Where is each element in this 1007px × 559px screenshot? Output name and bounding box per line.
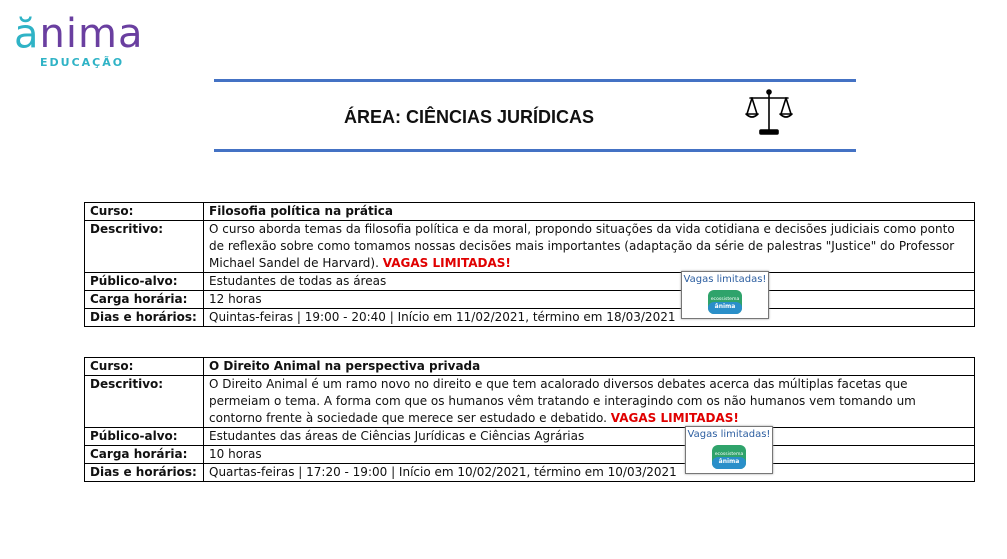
publico-value: Estudantes das áreas de Ciências Jurídicas e Ciências Agrárias bbox=[204, 428, 975, 446]
badge-logo-line1: ecossistema bbox=[710, 297, 740, 302]
carga-value: 12 horas bbox=[204, 291, 975, 309]
badge-logo-line1: ecossistema bbox=[714, 452, 744, 457]
descritivo-value: O curso aborda temas da filosofia política e da moral, propondo situações da vida cotidiana e decisões judiciais como ponto de reflexão sobre como tomamos nossas decisões mais importantes (adaptação da série de palestras "Justice" do Professor Michael Sandel de Harvard). bbox=[209, 222, 955, 270]
descritivo-label: Descritivo: bbox=[85, 376, 204, 428]
badge-text: Vagas limitadas! bbox=[687, 429, 771, 440]
course-row-carga bbox=[85, 446, 975, 464]
descritivo-cell bbox=[204, 376, 975, 428]
ecossistema-anima-logo-icon bbox=[711, 444, 747, 470]
dias-value: Quartas-feiras | 17:20 - 19:00 | Início em 10/02/2021, término em 10/03/2021 bbox=[204, 464, 975, 482]
vagas-limitadas-badge bbox=[681, 271, 769, 319]
header-top-rule bbox=[214, 79, 856, 82]
course-row-dias bbox=[85, 464, 975, 482]
vagas-limitadas-alert: VAGAS LIMITADAS! bbox=[382, 256, 511, 270]
publico-label: Público-alvo: bbox=[85, 273, 204, 291]
descritivo-label: Descritivo: bbox=[85, 221, 204, 273]
carga-label: Carga horária: bbox=[85, 446, 204, 464]
course-row-dias bbox=[85, 309, 975, 327]
logo-wordmark bbox=[14, 12, 143, 56]
course-row-curso bbox=[85, 203, 975, 221]
course-row-descritivo bbox=[85, 376, 975, 428]
badge-text: Vagas limitadas! bbox=[683, 274, 767, 285]
descritivo-cell bbox=[204, 221, 975, 273]
dias-label: Dias e horários: bbox=[85, 464, 204, 482]
curso-label: Curso: bbox=[85, 203, 204, 221]
course-row-descritivo bbox=[85, 221, 975, 273]
logo-wordmark-rest: nima bbox=[39, 11, 144, 57]
curso-value: Filosofia política na prática bbox=[204, 203, 975, 221]
course-row-publico bbox=[85, 428, 975, 446]
carga-value: 10 horas bbox=[204, 446, 975, 464]
header-bottom-rule bbox=[214, 149, 856, 152]
course-table bbox=[84, 202, 975, 327]
curso-value: O Direito Animal na perspectiva privada bbox=[204, 358, 975, 376]
descritivo-value: O Direito Animal é um ramo novo no direito e que tem acalorado diversos debates acerca das múltiplas facetas que permeiam o tema. A forma com que os humanos vêm tratando e interagindo com os não humanos vem tomando um contorno frente à sociedade que merece ser estudado e debatido. bbox=[209, 377, 916, 425]
carga-label: Carga horária: bbox=[85, 291, 204, 309]
dias-label: Dias e horários: bbox=[85, 309, 204, 327]
page-title: ÁREA: CIÊNCIAS JURÍDICAS bbox=[344, 107, 595, 127]
curso-label: Curso: bbox=[85, 358, 204, 376]
publico-value: Estudantes de todas as áreas bbox=[204, 273, 975, 291]
ecossistema-anima-logo-icon bbox=[707, 289, 743, 315]
anima-educacao-logo bbox=[14, 12, 154, 74]
logo-subtitle: EDUCAÇÃO bbox=[40, 56, 125, 69]
course-row-carga bbox=[85, 291, 975, 309]
vagas-limitadas-badge bbox=[685, 426, 773, 474]
logo-wordmark-a: ă bbox=[14, 11, 40, 57]
badge-logo-line2: ânima bbox=[714, 303, 736, 310]
scales-of-justice-icon bbox=[744, 88, 794, 138]
course-table bbox=[84, 357, 975, 482]
course-row-curso bbox=[85, 358, 975, 376]
publico-label: Público-alvo: bbox=[85, 428, 204, 446]
dias-value: Quintas-feiras | 19:00 - 20:40 | Início em 11/02/2021, término em 18/03/2021 bbox=[204, 309, 975, 327]
badge-logo-line2: ânima bbox=[718, 458, 740, 465]
course-row-publico bbox=[85, 273, 975, 291]
vagas-limitadas-alert: VAGAS LIMITADAS! bbox=[610, 411, 739, 425]
